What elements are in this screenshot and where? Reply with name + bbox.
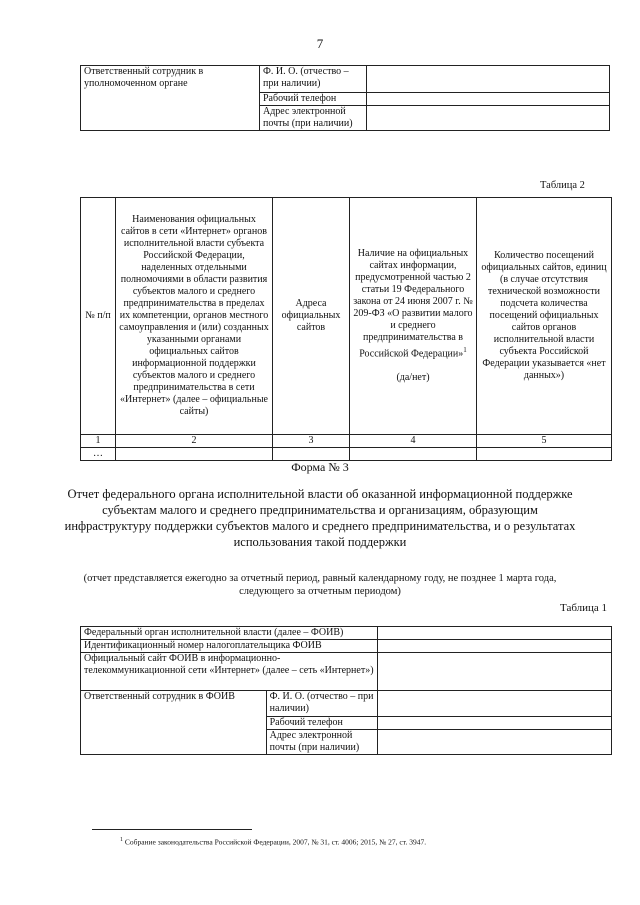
foiv-phone-value xyxy=(378,717,612,730)
form3-heading: Форма № 3 xyxy=(291,460,349,474)
footnote-text: Собрание законодательства Российской Федерации, 2007, № 31, ст. 4006; 2015, № 27, ст. 3947. xyxy=(124,837,427,847)
table1-caption: Таблица 1 xyxy=(560,602,608,614)
col-num-5: 5 xyxy=(477,435,612,448)
foiv-value xyxy=(378,627,612,640)
col-info-presence-text: Наличие на официальных сайтах информации, предусмотренной частью 2 статьи 19 Федерального закона от 24 июня 2007 г. № 209-ФЗ «О развитии малого и среднего предпринимательства в Российской Федерации» xyxy=(353,247,473,360)
website-label: Официальный сайт ФОИВ в информационно-телекоммуникационной сети «Интернет» (далее – сеть «Интернет») xyxy=(81,653,378,691)
fio-label: Ф. И. О. (отчество – при наличии) xyxy=(260,66,367,93)
footnote-divider xyxy=(92,829,252,830)
official-sites-table xyxy=(80,197,612,461)
footnote-mark: 1 xyxy=(463,345,467,354)
col-info-presence-answer: (да/нет) xyxy=(396,372,430,384)
foiv-email-label: Адрес электронной почты (при наличии) xyxy=(266,730,377,755)
col-num-4: 4 xyxy=(350,435,477,448)
foiv-responsible-label: Ответственный сотрудник в ФОИВ xyxy=(81,691,267,755)
table-cell xyxy=(273,448,350,461)
inn-label: Идентификационный номер налогоплательщика ФОИВ xyxy=(81,640,378,653)
table-cell xyxy=(116,448,273,461)
responsible-officer-table xyxy=(80,65,610,131)
col-addresses-header: Адреса официальных сайтов xyxy=(273,198,350,435)
form3-note: (отчет представляется ежегодно за отчетный период, равный календарному году, не позднее 1 марта года, следующего за отчетным периодом) xyxy=(83,573,557,597)
col-num-1: 1 xyxy=(81,435,116,448)
col-visits-header: Количество посещений официальных сайтов, единиц (в случае отсутствия технической возможности подсчета количества посещений официальных сайтов органов исполнительной власти субъекта Российской Федерации указывается «нет данных») xyxy=(477,198,612,435)
col-number-header: № п/п xyxy=(81,198,116,435)
table-cell xyxy=(350,448,477,461)
page-number: 7 xyxy=(316,36,324,51)
foiv-table xyxy=(80,626,612,755)
email-label: Адрес электронной почты (при наличии) xyxy=(260,106,367,131)
website-value xyxy=(378,653,612,691)
col-info-presence-header xyxy=(350,198,477,435)
table2-caption: Таблица 2 xyxy=(540,180,585,191)
foiv-phone-label: Рабочий телефон xyxy=(266,717,377,730)
responsible-officer-label: Ответственный сотрудник в уполномоченном органе xyxy=(81,66,260,131)
foiv-email-value xyxy=(378,730,612,755)
phone-label: Рабочий телефон xyxy=(260,93,367,106)
table-row-ellipsis: … xyxy=(81,448,116,461)
form3-title: Отчет федерального органа исполнительной власти об оказанной информационной поддержке субъектам малого и среднего предпринимательства и организациям, образующим инфраструктуру поддержки субъектов малого и среднего предпринимательства, и о результатах использования такой поддержки xyxy=(64,487,576,549)
fio-value xyxy=(367,66,610,93)
footnote xyxy=(120,837,426,847)
foiv-fio-label: Ф. И. О. (отчество – при наличии) xyxy=(266,691,377,717)
email-value xyxy=(367,106,610,131)
inn-value xyxy=(378,640,612,653)
col-num-3: 3 xyxy=(273,435,350,448)
col-num-2: 2 xyxy=(116,435,273,448)
table-cell xyxy=(477,448,612,461)
foiv-label: Федеральный орган исполнительной власти (далее – ФОИВ) xyxy=(81,627,378,640)
footnote-number: 1 xyxy=(120,837,123,843)
col-site-names-header: Наименования официальных сайтов в сети «Интернет» органов исполнительной власти субъекта Российской Федерации, наделенных отдельными полномочиями в области развития субъектов малого и среднего предпринимательства в пределах их компетенции, органов местного самоуправления и (или) созданных указанными органами официальных сайтов информационной поддержки субъектов малого и среднего предпринимательства в сети «Интернет» (далее – официальные сайты) xyxy=(116,198,273,435)
foiv-fio-value xyxy=(378,691,612,717)
phone-value xyxy=(367,93,610,106)
